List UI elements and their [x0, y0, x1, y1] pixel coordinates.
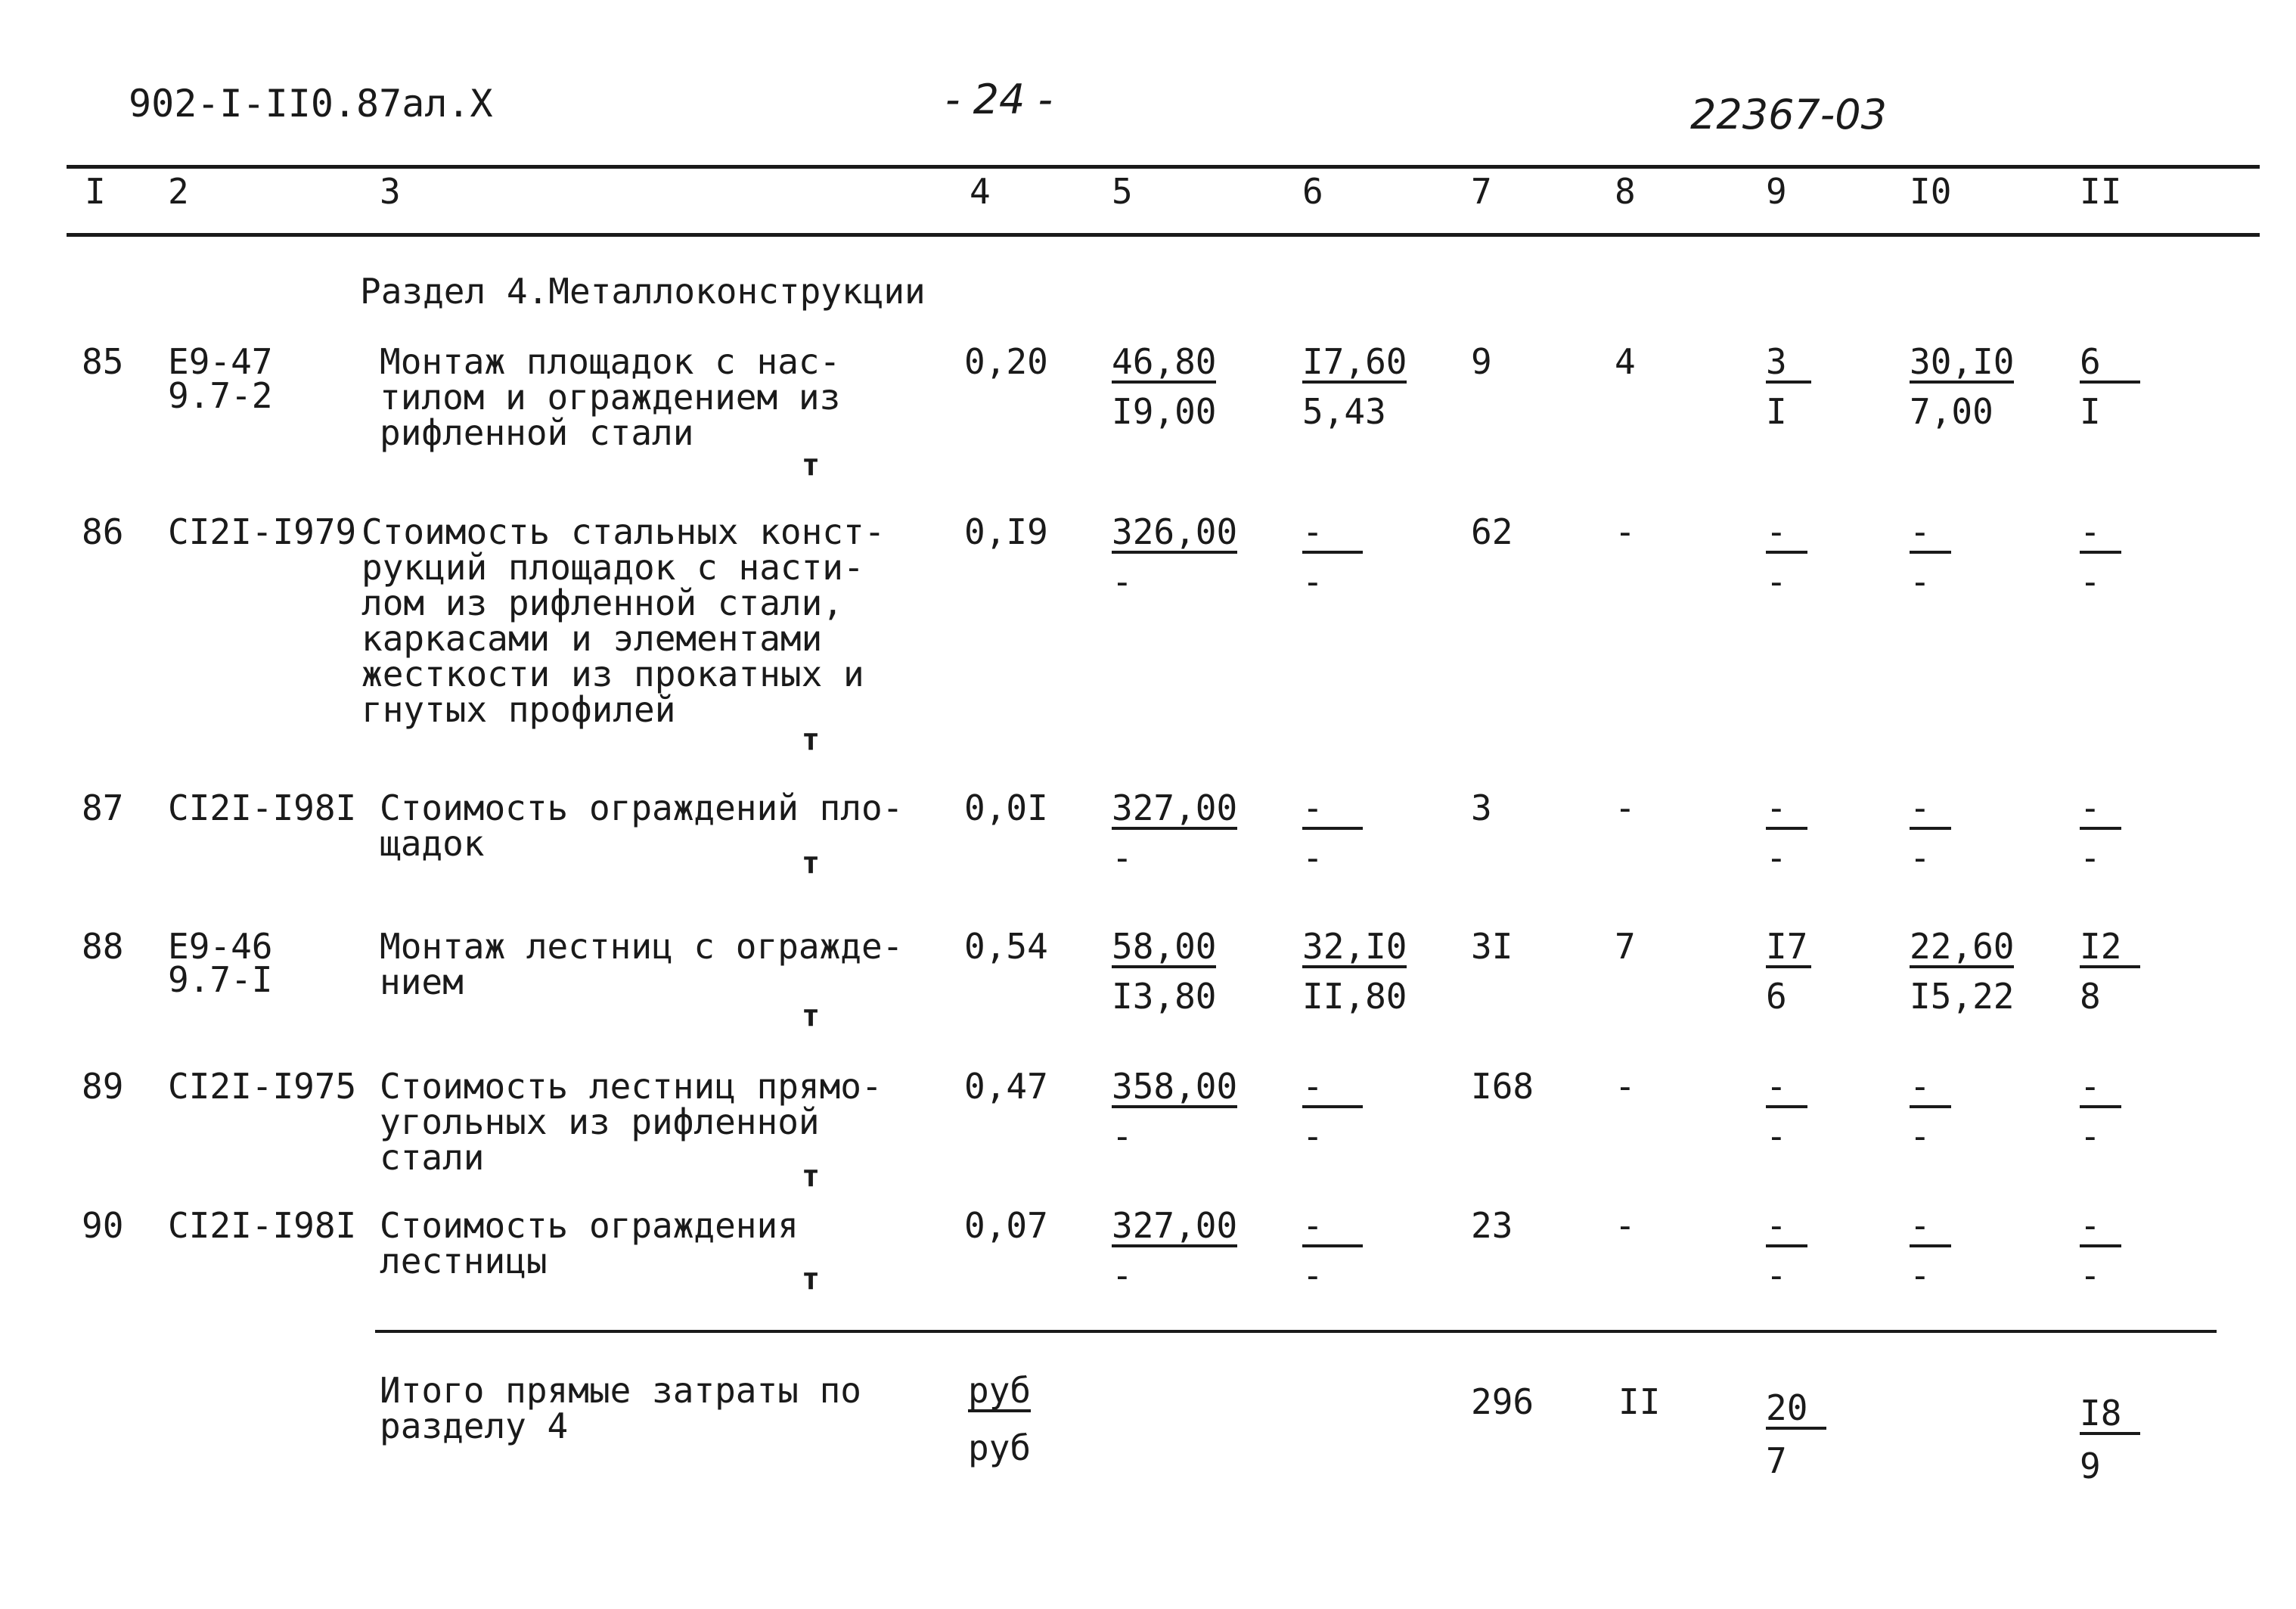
- row-col10: $\frac{22,60}{I5,22}$: [1910, 926, 2015, 1017]
- row-quantity: 0,0I: [964, 787, 1048, 828]
- column-header-6: 6: [1302, 171, 1323, 212]
- column-header-7: 7: [1471, 171, 1492, 212]
- column-header-4: 4: [970, 171, 991, 212]
- row-number: 89: [82, 1066, 124, 1107]
- row-quantity: 0,07: [964, 1205, 1048, 1246]
- row-col8: -: [1615, 1066, 1636, 1107]
- total-col9: $\frac{20}{7}$: [1766, 1390, 1826, 1478]
- row-col6: - -: [1302, 791, 1363, 875]
- row-col9: $\frac{I7}{6}$: [1766, 929, 1811, 1014]
- row-description: Монтаж лестниц с огражде- нием: [380, 926, 904, 1002]
- document-id: 22367-03: [1690, 91, 1887, 138]
- column-header-2: 2: [168, 171, 189, 212]
- row-description: Монтаж площадок с нас- тилом и ограждением из рифленной стали: [380, 341, 841, 453]
- row-number: 85: [82, 341, 124, 382]
- column-header-11: II: [2080, 171, 2122, 212]
- row-col8: -: [1615, 1205, 1636, 1246]
- row-col7: 9: [1471, 341, 1492, 382]
- row-col7: 3: [1471, 787, 1492, 828]
- column-header-1: I: [85, 171, 106, 212]
- total-col7: 296: [1471, 1381, 1534, 1422]
- row-col8: 4: [1615, 341, 1636, 382]
- page-number: - 24 -: [945, 76, 1053, 123]
- row-col9: - -: [1766, 791, 1807, 875]
- row-code: CI2I-I979: [168, 511, 357, 552]
- row-col5: 326,00 -: [1112, 511, 1238, 602]
- row-col7: 62: [1471, 511, 1513, 552]
- row-unit: т: [802, 999, 821, 1033]
- row-code-line-2: 9.7-I: [168, 959, 273, 1000]
- row-number: 87: [82, 787, 124, 828]
- row-col7: I68: [1471, 1066, 1534, 1107]
- row-code: CI2I-I975: [168, 1066, 357, 1107]
- header-bottom-rule: [67, 233, 2260, 237]
- column-header-8: 8: [1615, 171, 1636, 212]
- row-col6: - -: [1302, 1069, 1363, 1154]
- column-header-10: I0: [1910, 171, 1952, 212]
- row-col11: - -: [2080, 791, 2121, 875]
- row-col7: 3I: [1471, 926, 1513, 967]
- row-unit: т: [802, 846, 821, 881]
- row-unit: т: [802, 1159, 821, 1194]
- row-col11: - -: [2080, 514, 2121, 599]
- row-code: CI2I-I98I: [168, 787, 357, 828]
- row-col9: $\frac{3}{I}$: [1766, 344, 1811, 429]
- row-col7: 23: [1471, 1205, 1513, 1246]
- row-number: 88: [82, 926, 124, 967]
- section-title: Раздел 4.Металлоконструкции: [360, 271, 926, 312]
- row-unit: т: [802, 1262, 821, 1297]
- row-quantity: 0,54: [964, 926, 1048, 967]
- row-unit: т: [802, 722, 821, 757]
- total-unit: руб руб: [968, 1370, 1032, 1468]
- row-col11: - -: [2080, 1069, 2121, 1154]
- row-quantity: 0,20: [964, 341, 1048, 382]
- total-col11: $\frac{I8}{9}$: [2080, 1396, 2140, 1483]
- column-header-5: 5: [1112, 171, 1133, 212]
- row-number: 90: [82, 1205, 124, 1246]
- row-col10: - -: [1910, 791, 1951, 875]
- row-quantity: 0,47: [964, 1066, 1048, 1107]
- column-header-3: 3: [380, 171, 401, 212]
- row-col10: - -: [1910, 1208, 1951, 1293]
- row-col6: $\frac{I7,60}{5,43}$: [1302, 341, 1407, 432]
- row-code: Е9-47: [168, 341, 273, 382]
- row-description: Стоимость стальных конст- рукций площадок с насти- лом из рифленной стали, каркасами и элементами жесткости из прокатных и гнутых профилей: [361, 511, 886, 730]
- row-col10: - -: [1910, 1069, 1951, 1154]
- row-col5: 358,00 -: [1112, 1066, 1238, 1157]
- row-col5: 327,00 -: [1112, 1205, 1238, 1296]
- row-col8: -: [1615, 787, 1636, 828]
- row-col9: - -: [1766, 1208, 1807, 1293]
- row-col5: $\frac{46,80}{I9,00}$: [1112, 341, 1217, 432]
- total-rule: [375, 1330, 2217, 1333]
- total-description: Итого прямые затраты по разделу 4: [380, 1370, 861, 1446]
- row-col10: $\frac{30,I0}{7,00}$: [1910, 341, 2015, 432]
- document-code: 902-I-II0.87ал.X: [129, 82, 493, 126]
- row-col6: - -: [1302, 514, 1363, 599]
- row-col5: 327,00 -: [1112, 787, 1238, 878]
- row-code: Е9-46: [168, 926, 273, 967]
- row-code-line-2: 9.7-2: [168, 375, 273, 416]
- row-description: Стоимость ограждения лестницы: [380, 1205, 799, 1281]
- row-unit: т: [802, 448, 821, 483]
- row-description: Стоимость лестниц прямо- угольных из рифленной стали: [380, 1066, 883, 1178]
- header-top-rule: [67, 165, 2260, 169]
- row-code: CI2I-I98I: [168, 1205, 357, 1246]
- row-quantity: 0,I9: [964, 511, 1048, 552]
- row-col10: - -: [1910, 514, 1951, 599]
- row-col5: $\frac{58,00}{I3,80}$: [1112, 926, 1217, 1017]
- row-col8: 7: [1615, 926, 1636, 967]
- column-header-9: 9: [1766, 171, 1787, 212]
- row-description: Стоимость ограждений пло- щадок: [380, 787, 904, 864]
- total-col8: II: [1618, 1381, 1661, 1422]
- row-col6: - -: [1302, 1208, 1363, 1293]
- row-col9: - -: [1766, 1069, 1807, 1154]
- row-col9: - -: [1766, 514, 1807, 599]
- row-col11: $\frac{I2}{8}$: [2080, 929, 2140, 1014]
- row-number: 86: [82, 511, 124, 552]
- row-col6: $\frac{32,I0}{II,80}$: [1302, 926, 1407, 1017]
- row-col8: -: [1615, 511, 1636, 552]
- row-col11: - -: [2080, 1208, 2121, 1293]
- row-col11: $\frac{6}{I}$: [2080, 344, 2140, 429]
